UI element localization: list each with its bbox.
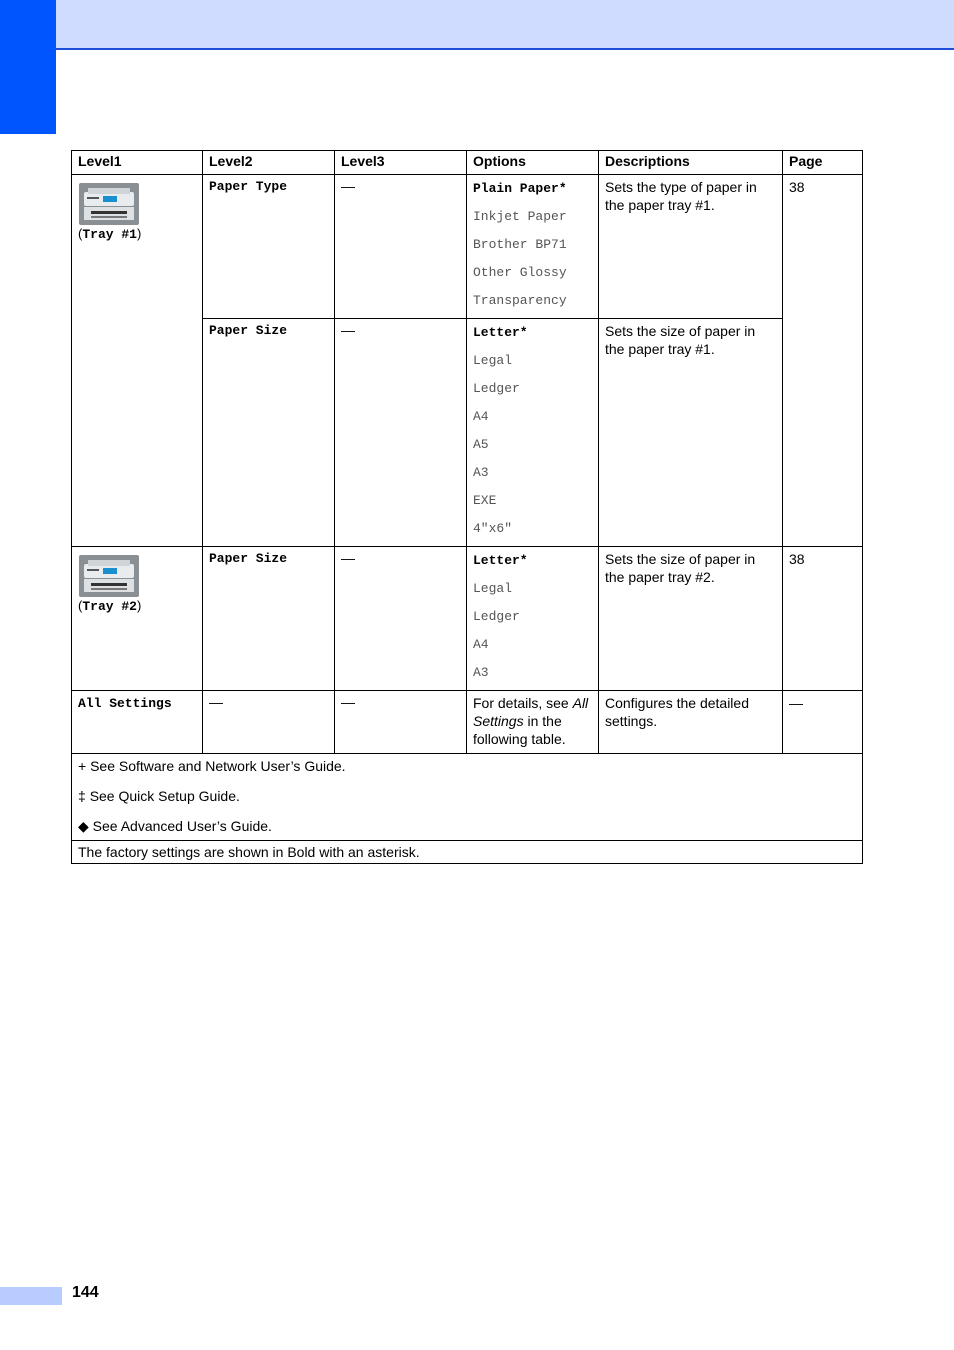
table-header-row xyxy=(72,151,863,175)
page-number: 144 xyxy=(72,1284,99,1301)
level2-paper-type: Paper Type xyxy=(203,175,335,319)
option-item: 4"x6" xyxy=(473,521,513,536)
diamond-icon: ◆ xyxy=(78,818,89,834)
tray2-label-close: ) xyxy=(136,598,142,613)
footer-note: The factory settings are shown in Bold with an asterisk. xyxy=(72,841,863,864)
printer-tray-icon xyxy=(79,555,139,597)
table-row xyxy=(72,175,863,319)
option-item: EXE xyxy=(473,493,497,508)
option-item: A5 xyxy=(473,437,489,452)
tray2-cell xyxy=(72,547,203,691)
header-options: Options xyxy=(467,151,599,175)
level3-dash: — xyxy=(335,175,467,319)
option-item: Plain Paper* xyxy=(473,181,567,196)
option-item: A3 xyxy=(473,665,489,680)
note-text: See Advanced User’s Guide. xyxy=(92,818,272,834)
tray1-label-close: ) xyxy=(136,226,142,241)
page-tray1: 38 xyxy=(783,175,863,547)
option-item: Brother BP71 xyxy=(473,237,567,252)
options-tray2 xyxy=(467,547,599,691)
header-level3: Level3 xyxy=(335,151,467,175)
option-item: Ledger xyxy=(473,609,520,624)
level2-paper-size: Paper Size xyxy=(203,547,335,691)
chapter-tab xyxy=(0,0,56,134)
options-paper-type xyxy=(467,175,599,319)
settings-table xyxy=(71,150,863,864)
double-dagger-icon: ‡ xyxy=(78,788,86,804)
notes-cell xyxy=(72,754,863,841)
option-item: Inkjet Paper xyxy=(473,209,567,224)
option-item: Other Glossy xyxy=(473,265,567,280)
table-row xyxy=(72,547,863,691)
description-paper-type: Sets the type of paper in the paper tray #1. xyxy=(599,175,783,319)
options-all-settings xyxy=(467,691,599,754)
option-item: Legal xyxy=(473,353,513,368)
option-item: Letter* xyxy=(473,553,528,568)
level1-all-settings: All Settings xyxy=(72,691,203,754)
header-descriptions: Descriptions xyxy=(599,151,783,175)
tray1-label: Tray #1 xyxy=(82,227,137,242)
level3-dash: — xyxy=(335,691,467,754)
note-item xyxy=(78,787,856,817)
options-paper-size xyxy=(467,319,599,547)
option-item: Legal xyxy=(473,581,513,596)
description-tray2: Sets the size of paper in the paper tray #2. xyxy=(599,547,783,691)
page-tray2: 38 xyxy=(783,547,863,691)
tray2-label: Tray #2 xyxy=(82,599,137,614)
note-text: See Quick Setup Guide. xyxy=(89,788,240,804)
description-all-settings: Configures the detailed settings. xyxy=(599,691,783,754)
plus-icon: + xyxy=(78,758,87,774)
option-item: Letter* xyxy=(473,325,528,340)
options-text: For details, see xyxy=(473,695,573,711)
printer-tray-icon xyxy=(79,183,139,225)
description-paper-size: Sets the size of paper in the paper tray #1. xyxy=(599,319,783,547)
level2-paper-size: Paper Size xyxy=(203,319,335,547)
tray1-cell xyxy=(72,175,203,547)
options-text: in the following table. xyxy=(473,713,566,747)
option-item: A4 xyxy=(473,409,489,424)
note-text: See Software and Network User’s Guide. xyxy=(90,758,346,774)
page-all-settings: — xyxy=(783,691,863,754)
header-band xyxy=(0,0,954,50)
header-page: Page xyxy=(783,151,863,175)
footer-row xyxy=(72,841,863,864)
option-item: A4 xyxy=(473,637,489,652)
options-emphasis: All Settings xyxy=(473,695,589,729)
notes-row xyxy=(72,754,863,841)
page-number-tab xyxy=(0,1287,62,1305)
tray1-label-open: ( xyxy=(78,226,83,241)
option-item: Ledger xyxy=(473,381,520,396)
option-item: Transparency xyxy=(473,293,567,308)
option-item: A3 xyxy=(473,465,489,480)
header-level2: Level2 xyxy=(203,151,335,175)
table-row xyxy=(72,691,863,754)
level3-dash: — xyxy=(335,319,467,547)
level3-dash: — xyxy=(335,547,467,691)
header-level1: Level1 xyxy=(72,151,203,175)
level2-dash: — xyxy=(203,691,335,754)
tray2-label-open: ( xyxy=(78,598,83,613)
note-item xyxy=(78,757,856,787)
note-item xyxy=(78,817,856,837)
